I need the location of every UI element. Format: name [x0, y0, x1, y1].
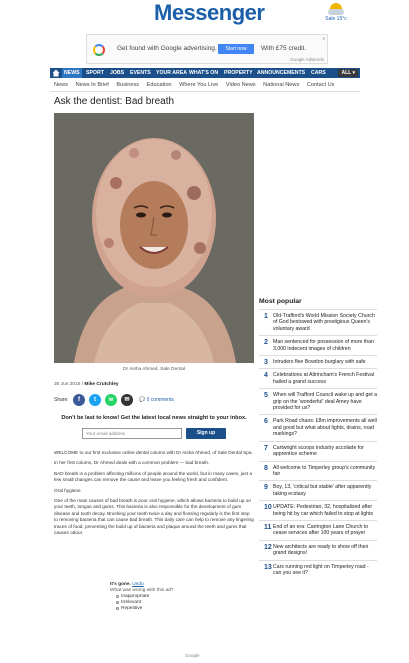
article-paragraph: WELCOME to our first exclusive online dental column with Dr Aisha Ahmed, of Sale Dental Spa.	[54, 450, 253, 455]
option-label: Irrelevant	[121, 600, 141, 605]
popular-item[interactable]	[259, 560, 377, 580]
popular-item[interactable]	[259, 520, 377, 540]
popular-rank: 1	[264, 313, 268, 320]
article-paragraph: In her first column, Dr Ahmed deals with a common problem — bad breath.	[54, 460, 210, 466]
subnav-news[interactable]: News	[54, 82, 68, 88]
facebook-icon[interactable]: f	[73, 394, 85, 406]
weather-text: Sale 15°c	[325, 16, 347, 22]
share-label: Share:	[54, 397, 69, 403]
popular-headline[interactable]: Celebrations at Altrincham's French Festival hailed a grand success	[273, 372, 375, 385]
most-popular-title: Most popular	[259, 298, 302, 305]
ad-start-button[interactable]: Start now	[218, 44, 254, 54]
subnav-contact-us[interactable]: Contact Us	[306, 82, 335, 88]
popular-headline[interactable]: Old-Trafford's World Mission Society Church of God bestowed with prestigious Queen's voluntary award	[273, 313, 375, 332]
popular-item[interactable]	[259, 480, 377, 500]
comments-link[interactable]: 💬 0 comments	[139, 397, 174, 403]
comments-count: 0 comments	[146, 397, 174, 403]
subnav-video-news[interactable]: Video News	[225, 82, 256, 88]
popular-headline[interactable]: When will Trafford Council wake up and get a grip on the 'wonderful' deal Amey have provided for us?	[273, 392, 377, 412]
email-input[interactable]: Your email address	[82, 428, 182, 439]
photo-caption: Dr Aisha Ahmed, Sale Dental	[123, 367, 185, 372]
author-photo	[54, 113, 254, 363]
popular-headline[interactable]: Park Road chaos: £8m improvements all well and good but what about lights, drains, road markings?	[273, 418, 377, 438]
ad-gone-question: What was wrong with this ad?	[110, 588, 174, 593]
email-icon[interactable]: ✉	[121, 394, 133, 406]
ad-brand: Google AdWords	[290, 57, 324, 62]
google-footer: Google	[185, 653, 200, 658]
radio-icon[interactable]	[116, 601, 119, 604]
sub-nav	[54, 82, 340, 88]
newsletter-title: Don't be last to know! Get the latest local news straight to your inbox.	[61, 415, 247, 421]
undo-link[interactable]: Undo	[132, 582, 144, 587]
ad-feedback-option[interactable]	[116, 594, 230, 599]
radio-icon[interactable]	[116, 595, 119, 598]
nav-jobs[interactable]: JOBS	[110, 70, 125, 76]
newsletter-signup	[54, 415, 254, 447]
author-link[interactable]: Mike Crutchley	[84, 382, 119, 387]
masthead	[0, 0, 409, 30]
subnav-business[interactable]: Business	[116, 82, 140, 88]
weather-widget[interactable]	[321, 3, 351, 22]
popular-rank: 12	[264, 543, 272, 551]
popular-headline[interactable]: Intruders flee Bowdon burglary with safe	[273, 359, 366, 366]
article-body	[54, 450, 254, 540]
nav-news[interactable]: NEWS	[64, 70, 80, 76]
subnav-education[interactable]: Education	[146, 82, 172, 88]
ad-gone-title: It's gone.	[110, 582, 131, 587]
nav-whats-on[interactable]: WHAT'S ON	[189, 70, 219, 76]
popular-rank: 11	[264, 523, 272, 531]
ad-feedback-option[interactable]	[116, 600, 230, 605]
most-popular	[259, 298, 377, 579]
popular-item[interactable]	[259, 368, 377, 388]
popular-rank: 4	[264, 372, 268, 380]
popular-rank: 9	[264, 484, 268, 492]
subnav-national-news[interactable]: National News	[263, 82, 300, 88]
google-logo-icon	[93, 44, 105, 56]
popular-item[interactable]	[259, 414, 377, 440]
popular-rank: 13	[264, 563, 272, 571]
nav-cars[interactable]: CARS	[311, 70, 326, 76]
ad-feedback-option[interactable]	[116, 606, 230, 611]
radio-icon[interactable]	[116, 607, 119, 610]
option-label: Inappropriate	[121, 594, 150, 599]
subnav-where-you-live[interactable]: Where You Live	[179, 82, 219, 88]
popular-item[interactable]	[259, 335, 377, 355]
article-paragraph: BAD breath is a problem affecting millions of people around the world, but in many cases, just a few small changes can remove the cause and leave you feeling fresh and confident.	[54, 470, 252, 483]
popular-rank: 8	[264, 464, 268, 472]
article-date: 30 Jun 2016 /	[54, 382, 85, 387]
signup-button[interactable]: Sign up	[186, 428, 226, 439]
popular-item[interactable]	[259, 309, 377, 335]
nav-all-dropdown[interactable]: ALL ▾	[338, 69, 358, 77]
popular-rank: 10	[264, 504, 272, 512]
nav-property[interactable]: PROPERTY	[224, 70, 253, 76]
popular-item[interactable]	[259, 461, 377, 481]
article-headline: Ask the dentist: Bad breath	[54, 96, 175, 107]
site-logo[interactable]: Messenger	[154, 0, 265, 25]
article-byline	[54, 382, 119, 387]
ad-close-icon[interactable]: x	[322, 36, 325, 42]
divider	[50, 91, 360, 92]
popular-headline[interactable]: Man sentenced for possession of more than 3,000 indecent images of children	[273, 339, 374, 352]
popular-item[interactable]	[259, 441, 377, 461]
whatsapp-icon[interactable]: w	[105, 394, 117, 406]
main-nav	[50, 68, 360, 78]
popular-rank: 7	[264, 444, 268, 452]
popular-headline[interactable]: End of an era: Carrington Lane Church to cease services after 100 years of prayer	[273, 523, 369, 537]
popular-rank: 6	[264, 418, 268, 426]
article-paragraph: One of the main causes of bad breath is poor oral hygiene, which allows bacteria to build up on your teeth, tongue and gums. This bacteria is also responsible for the development of gum disease and tooth decay. Brushing your teeth twice a day and flossing regularly is the first step to removing bacteria that can cause bad breath. This daily care can help to remove any lingering traces of food, preventing the build up of bacteria and plaque around the teeth and gums that causes odour.	[54, 498, 254, 536]
option-label: Repetitive	[121, 606, 143, 611]
cloud-icon	[328, 9, 344, 15]
nav-announcements[interactable]: ANNOUNCEMENTS	[257, 70, 306, 76]
subnav-news-in-brief[interactable]: News In Brief	[75, 82, 109, 88]
article-subheading: Oral hygiene	[54, 487, 81, 493]
home-icon[interactable]	[52, 69, 60, 77]
popular-item[interactable]	[259, 388, 377, 414]
popular-rank: 3	[264, 359, 268, 367]
popular-item[interactable]	[259, 500, 377, 520]
twitter-icon[interactable]: t	[89, 394, 101, 406]
popular-item[interactable]	[259, 355, 377, 368]
popular-rank: 5	[264, 392, 268, 400]
popular-headline[interactable]: Cars running red light on Timperley road - can you see it?	[273, 563, 369, 576]
popular-headline[interactable]: Boy, 13, 'critical but stable' after apparently taking ecstasy	[273, 484, 372, 497]
ad-offer: With £75 credit.	[261, 45, 307, 52]
google-ad-banner[interactable]	[86, 34, 328, 64]
popular-headline[interactable]: UPDATE: Pedestrian, 32, hospitalised after being hit by car which failed to stop at lights	[273, 504, 374, 517]
popular-item[interactable]	[259, 540, 377, 560]
ad-removed-notice	[110, 582, 230, 611]
nav-events[interactable]: EVENTS	[130, 70, 151, 76]
popular-rank: 2	[264, 339, 268, 347]
nav-sport[interactable]: SPORT	[86, 70, 104, 76]
most-popular-list	[259, 309, 377, 579]
nav-your-area[interactable]: YOUR AREA	[156, 70, 187, 76]
ad-text: Get found with Google advertising.	[117, 45, 217, 52]
popular-headline[interactable]: New architects are ready to show off their grand designs!	[273, 543, 369, 557]
popular-headline[interactable]: Cartwright scoops industry accolade for apprentice scheme	[273, 444, 364, 458]
popular-headline[interactable]: All welcome to Timperley group's community fair	[273, 464, 376, 477]
